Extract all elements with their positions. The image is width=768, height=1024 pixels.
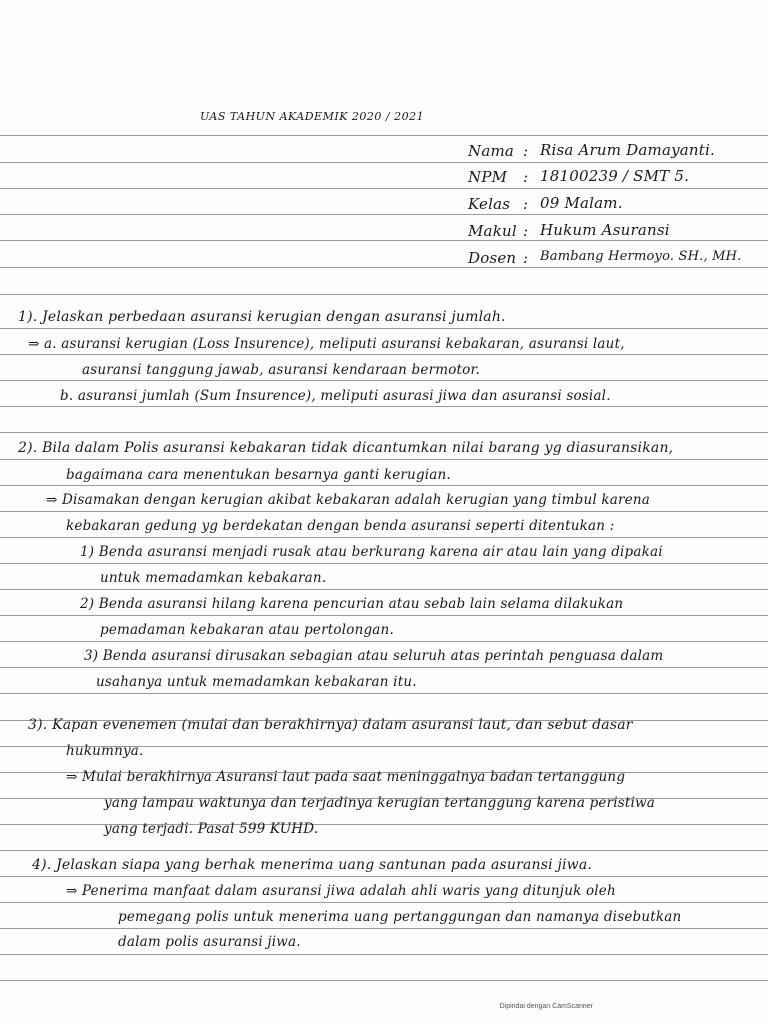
ruled-line	[0, 432, 768, 433]
ruled-line	[0, 850, 768, 851]
answer-3-line: yang terjadi. Pasal 599 KUHD.	[104, 821, 319, 837]
ruled-line	[0, 162, 768, 163]
ruled-line	[0, 902, 768, 903]
ruled-line	[0, 354, 768, 355]
answer-3-line: ⇒ Mulai berakhirnya Asuransi laut pada saat meninggalnya badan tertanggung	[66, 769, 626, 785]
identity-colon: :	[523, 222, 529, 240]
ruled-line	[0, 615, 768, 616]
question-4: 4). Jelaskan siapa yang berhak menerima uang santunan pada asuransi jiwa.	[32, 857, 593, 873]
ruled-line	[0, 459, 768, 460]
identity-label-name: Nama	[468, 142, 515, 160]
ruled-line	[0, 328, 768, 329]
answer-2-line: untuk memadamkan kebakaran.	[100, 570, 327, 586]
identity-value-name: Risa Arum Damayanti.	[540, 141, 715, 159]
question-2: 2). Bila dalam Polis asuransi kebakaran tidak dicantumkan nilai barang yg diasuransikan,	[18, 440, 674, 456]
answer-2-line: usahanya untuk memadamkan kebakaran itu.	[96, 674, 417, 690]
answer-4-line: ⇒ Penerima manfaat dalam asuransi jiwa adalah ahli waris yang ditunjuk oleh	[66, 883, 616, 899]
answer-2-line: 3) Benda asuransi dirusakan sebagian atau seluruh atas perintah penguasa dalam	[84, 648, 664, 664]
ruled-line	[0, 135, 768, 136]
ruled-line	[0, 589, 768, 590]
ruled-line	[0, 537, 768, 538]
identity-value-kelas: 09 Malam.	[540, 194, 623, 212]
answer-1-line: asuransi tanggung jawab, asuransi kendaraan bermotor.	[82, 362, 481, 378]
ruled-line	[0, 563, 768, 564]
ruled-line	[0, 954, 768, 955]
ruled-line	[0, 406, 768, 407]
identity-colon: :	[523, 249, 529, 267]
page-title: UAS TAHUN AKADEMIK 2020 / 2021	[200, 110, 425, 123]
question-1: 1). Jelaskan perbedaan asuransi kerugian dengan asuransi jumlah.	[18, 309, 506, 325]
ruled-line	[0, 188, 768, 189]
answer-1-line: b. asuransi jumlah (Sum Insurence), meliputi asurasi jiwa dan asuransi sosial.	[60, 388, 611, 404]
identity-colon: :	[523, 142, 529, 160]
identity-label-npm: NPM	[468, 168, 508, 186]
ruled-line	[0, 380, 768, 381]
answer-1-line: ⇒ a. asuransi kerugian (Loss Insurence), meliputi asuransi kebakaran, asuransi laut,	[28, 336, 625, 352]
answer-2-line: 2) Benda asuransi hilang karena pencurian atau sebab lain selama dilakukan	[80, 596, 624, 612]
ruled-line	[0, 214, 768, 215]
answer-2-line: pemadaman kebakaran atau pertolongan.	[100, 622, 394, 638]
ruled-line	[0, 667, 768, 668]
identity-colon: :	[523, 195, 529, 213]
identity-value-dosen: Bambang Hermoyo. SH., MH.	[540, 249, 742, 264]
ruled-line	[0, 693, 768, 694]
question-3-line: hukumnya.	[66, 743, 144, 759]
question-3: 3). Kapan evenemen (mulai dan berakhirnya) dalam asuransi laut, dan sebut dasar	[28, 717, 633, 733]
identity-colon: :	[523, 168, 529, 186]
answer-3-line: yang lampau waktunya dan terjadinya kerugian tertanggung karena peristiwa	[104, 795, 656, 811]
answer-4-line: pemegang polis untuk menerima uang pertanggungan dan namanya disebutkan	[118, 909, 682, 925]
answer-2-line: kebakaran gedung yg berdekatan dengan benda asuransi seperti ditentukan :	[66, 518, 615, 534]
ruled-line	[0, 641, 768, 642]
scanner-watermark: Dipindai dengan CamScanner	[499, 1003, 593, 1010]
ruled-line	[0, 928, 768, 929]
ruled-line	[0, 240, 768, 241]
ruled-line	[0, 267, 768, 268]
identity-label-makul: Makul	[468, 222, 517, 240]
ruled-line	[0, 294, 768, 295]
ruled-line	[0, 980, 768, 981]
answer-4-line: dalam polis asuransi jiwa.	[118, 934, 301, 950]
identity-value-makul: Hukum Asuransi	[540, 221, 670, 239]
identity-label-dosen: Dosen	[468, 249, 517, 267]
identity-label-kelas: Kelas	[468, 195, 511, 213]
ruled-line	[0, 511, 768, 512]
question-2-line: bagaimana cara menentukan besarnya ganti kerugian.	[66, 467, 451, 483]
answer-2-line: 1) Benda asuransi menjadi rusak atau berkurang karena air atau lain yang dipakai	[80, 544, 663, 560]
ruled-line	[0, 485, 768, 486]
identity-value-npm: 18100239 / SMT 5.	[540, 167, 690, 185]
ruled-line	[0, 876, 768, 877]
answer-2-line: ⇒ Disamakan dengan kerugian akibat kebakaran adalah kerugian yang timbul karena	[46, 492, 651, 508]
